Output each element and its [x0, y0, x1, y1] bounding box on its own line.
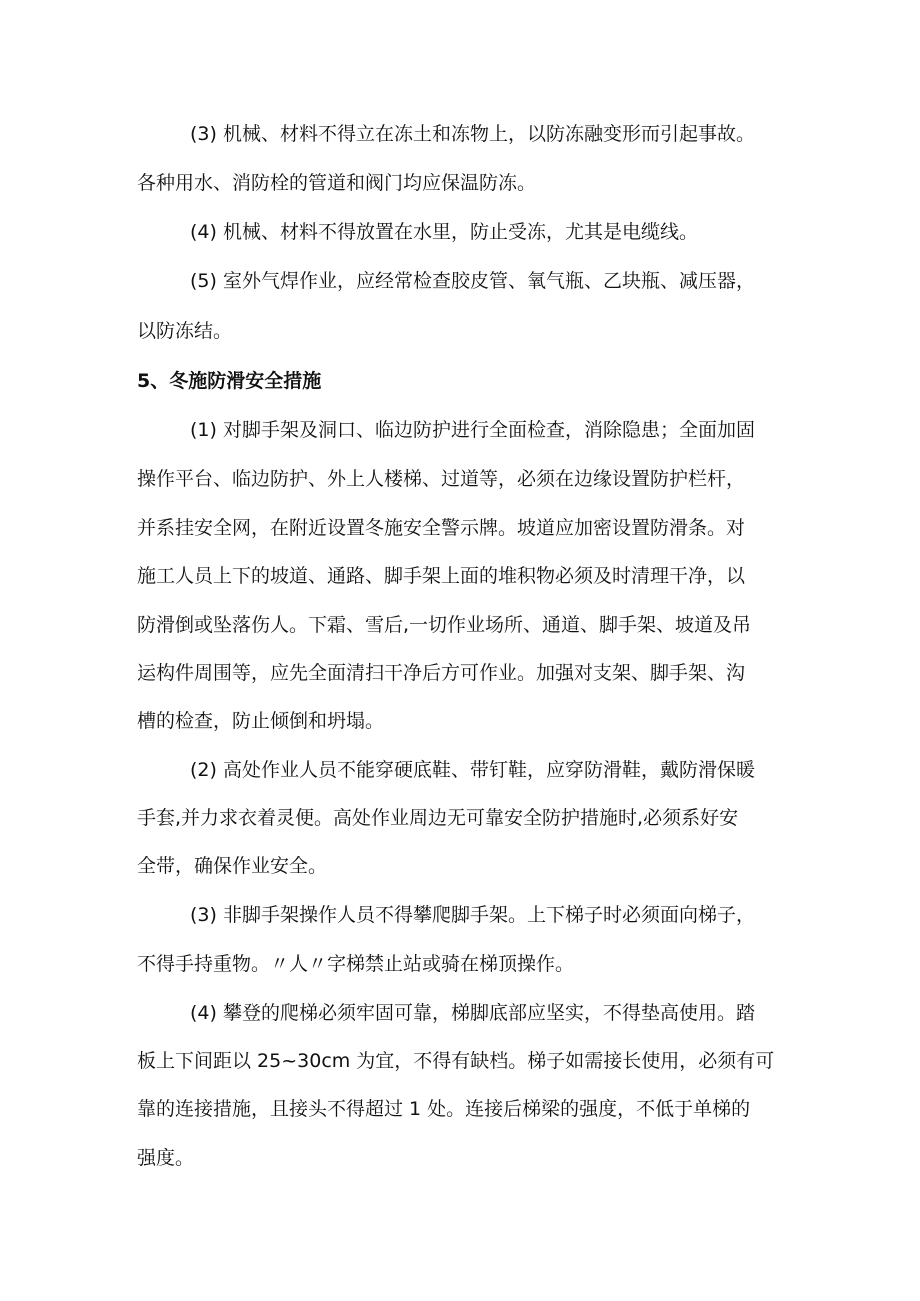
- item-1-line-1: (1) 对脚手架及洞口、临边防护进行全面检查，消除隐患；全面加固: [190, 419, 755, 441]
- item-2-line-3: 全带，确保作业安全。: [137, 855, 328, 877]
- item-3-line-2: 不得手持重物。〃人〃字梯禁止站或骑在梯顶操作。: [137, 953, 575, 975]
- paragraph-3-line-2: 各种用水、消防栓的管道和阀门均应保温防冻。: [137, 172, 537, 194]
- item-4-line-4: 强度。: [137, 1147, 195, 1169]
- item-2-line-2: 手套,并力求衣着灵便。高处作业周边无可靠安全防护措施时,必须系好安: [137, 807, 739, 829]
- item-1-line-5: 防滑倒或坠落伤人。下霜、雪后,一切作业场所、通道、脚手架、坡道及吊: [137, 614, 752, 636]
- paragraph-4-line-1: (4) 机械、材料不得放置在水里，防止受冻，尤其是电缆线。: [190, 221, 698, 243]
- paragraph-5-line-1: (5) 室外气焊作业，应经常检查胶皮管、氧气瓶、乙块瓶、减压器，: [190, 270, 755, 292]
- item-3-line-1: (3) 非脚手架操作人员不得攀爬脚手架。上下梯子时必须面向梯子，: [190, 904, 755, 926]
- paragraph-5-line-2: 以防冻结。: [137, 320, 233, 342]
- item-4-line-1: (4) 攀登的爬梯必须牢固可靠，梯脚底部应坚实，不得垫高使用。踏: [190, 1002, 755, 1024]
- item-4-line-3: 靠的连接措施，且接头不得超过 1 处。连接后梯梁的强度，不低于单梯的: [137, 1098, 751, 1120]
- item-4-line-2: 板上下间距以 25~30cm 为宜，不得有缺档。梯子如需接长使用，必须有可: [137, 1050, 775, 1072]
- section-heading: 5、冬施防滑安全措施: [137, 370, 322, 392]
- item-1-line-2: 操作平台、临边防护、外上人楼梯、过道等，必须在边缘设置防护栏杆，: [137, 468, 746, 490]
- item-1-line-4: 施工人员上下的坡道、通路、脚手架上面的堆积物必须及时清理干净，以: [137, 565, 746, 587]
- item-1-line-3: 并系挂安全网，在附近设置冬施安全警示牌。坡道应加密设置防滑条。对: [137, 517, 746, 539]
- item-1-line-6: 运构件周围等，应先全面清扫干净后方可作业。加强对支架、脚手架、沟: [137, 662, 746, 684]
- paragraph-3-line-1: (3) 机械、材料不得立在冻土和冻物上，以防冻融变形而引起事故。: [190, 123, 755, 145]
- item-2-line-1: (2) 高处作业人员不能穿硬底鞋、带钉鞋，应穿防滑鞋，戴防滑保暖: [190, 759, 755, 781]
- item-1-line-7: 槽的检查，防止倾倒和坍塌。: [137, 710, 385, 732]
